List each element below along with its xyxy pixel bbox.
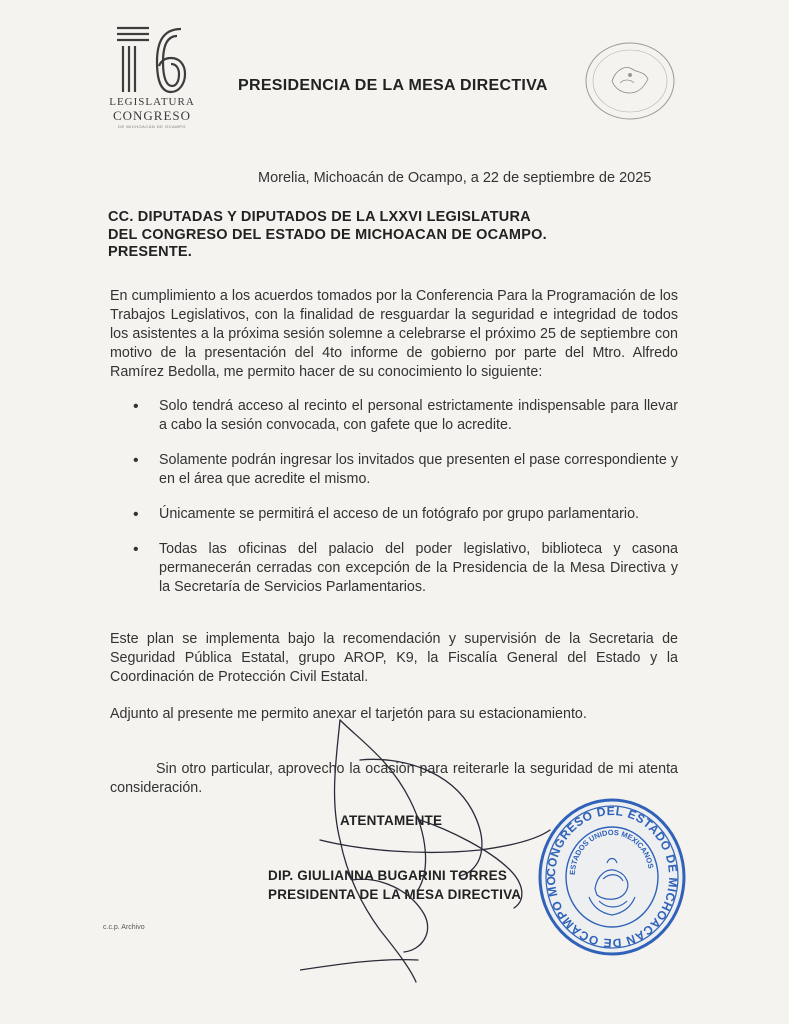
addressee-line: DEL CONGRESO DEL ESTADO DE MICHOACAN DE OCAMPO. <box>108 226 547 243</box>
list-item-text: Solamente podrán ingresar los invitados que presenten el pase correspondiente y en el área que acredite el mismo. <box>159 452 678 487</box>
bullet-icon: • <box>133 541 139 558</box>
closing-paragraph: Sin otro particular, aprovecho la ocasión para reiterarle la seguridad de mi atenta consideración. <box>110 761 678 796</box>
bullet-icon: • <box>133 452 139 469</box>
stamp-inner-text: ESTADOS UNIDOS MEXICANOS <box>567 827 656 876</box>
bullet-icon: • <box>133 398 139 415</box>
ccp-note: c.c.p. Archivo <box>103 924 145 931</box>
plan-paragraph: Este plan se implementa bajo la recomendación y supervisión de la Secretaria de Seguridad Pública Estatal, grupo AROP, K9, la Fiscalía General del Estado y la Coordinación de Protección Civil Estatal. <box>110 631 678 685</box>
measures-list <box>133 397 678 597</box>
logo-state-text: DE MICHOACÁN DE OCAMPO <box>118 124 186 129</box>
addressee-line: CC. DIPUTADAS Y DIPUTADOS DE LA LXXVI LEGISLATURA <box>108 209 531 225</box>
legislature-logo <box>104 24 200 129</box>
handwritten-signature <box>300 700 560 995</box>
list-item-text: Solo tendrá acceso al recinto el personal estrictamente indispensable para llevar a cabo la sesión convocada, con gafete que lo acredite. <box>159 398 678 433</box>
list-item <box>133 505 678 524</box>
date-line: Morelia, Michoacán de Ocampo, a 22 de septiembre de 2025 <box>258 170 652 186</box>
logo-76-icon <box>115 24 189 94</box>
attachment-paragraph: Adjunto al presente me permito anexar el tarjetón para su estacionamiento. <box>110 706 587 722</box>
list-item <box>133 397 678 435</box>
logo-legislatura-text: LEGISLATURA <box>109 96 195 108</box>
addressee-block <box>108 209 547 262</box>
official-stamp <box>537 797 687 962</box>
logo-congreso-text: CONGRESO <box>112 108 192 123</box>
salutation: ATENTAMENTE <box>340 813 443 828</box>
national-seal-icon <box>582 39 678 128</box>
list-item <box>133 540 678 597</box>
intro-paragraph: En cumplimiento a los acuerdos tomados por la Conferencia Para la Programación de los Trabajos Legislativos, con la finalidad de resguardar la seguridad e integridad de todos los asistentes a la próxima sesión solemne a celebrarse el próximo 25 de septiembre con motivo de la presentación del 4to informe de gobierno por parte del Mtro. Alfredo Ramírez Bedolla, me permito hacer de su conocimiento lo siguiente: <box>110 288 678 380</box>
signatory-name: DIP. GIULIANNA BUGARINI TORRES <box>268 868 508 883</box>
list-item-text: Únicamente se permitirá el acceso de un fotógrafo por grupo parlamentario. <box>159 506 639 522</box>
signatory-position: PRESIDENTA DE LA MESA DIRECTIVA <box>268 887 522 902</box>
stamp-outer-text: CONGRESO DEL ESTADO DE MICHOACAN DE OCAMPO MO <box>543 803 681 951</box>
list-item <box>133 451 678 489</box>
addressee-line: PRESENTE. <box>108 244 192 260</box>
page-title: PRESIDENCIA DE LA MESA DIRECTIVA <box>238 77 548 94</box>
list-item-text: Todas las oficinas del palacio del poder legislativo, biblioteca y casona permanecerán cerradas con excepción de la Presidencia de la Mesa Directiva y la Secretaría de Servicios Parlamentarios. <box>159 541 678 595</box>
bullet-icon: • <box>133 506 139 523</box>
